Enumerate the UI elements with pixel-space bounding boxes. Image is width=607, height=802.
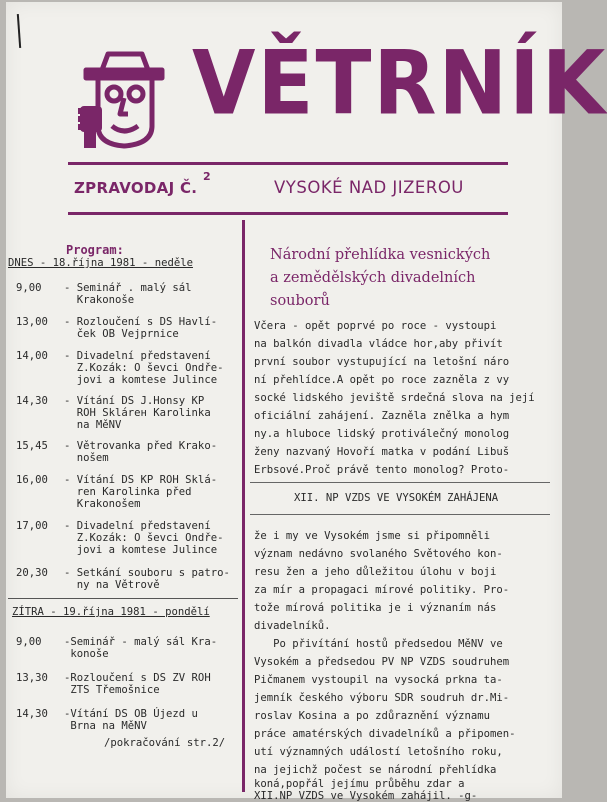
event-time: 15,45 — [16, 440, 48, 452]
body-line: za mír a propagaci mírové politiky. Pro- — [254, 584, 510, 596]
event-line: -Seminář - malý sál Kra- — [64, 636, 218, 648]
body-line: Pičmanem vystoupil na vysocká prkna ta- — [254, 674, 503, 686]
event-time: 17,00 — [16, 520, 48, 532]
article1-headline — [270, 244, 490, 313]
section-rule-top — [250, 482, 550, 483]
event-line: - Divadelní představení — [64, 520, 211, 532]
schedule-item — [6, 474, 244, 516]
schedule-item — [6, 350, 244, 392]
event-line: jovi a komtese Julince — [64, 374, 218, 386]
body-line: ženy nazvaný Hovoří matka v podání Libuš — [254, 446, 510, 458]
body-line: Včera - opět poprvé po roce - vystoupi — [254, 320, 497, 332]
article2-headline: XII. NP VZDS VE VYSOKÉM ZAHÁJENA — [294, 492, 499, 504]
body-line: první soubor vystupující na letošní náro — [254, 356, 510, 368]
event-time: 13,00 — [16, 316, 48, 328]
event-line: - Setkání souboru s patro- — [64, 567, 230, 579]
masthead-rule-bottom — [68, 212, 508, 215]
schedule-item — [6, 567, 244, 609]
body-line: oficiální zahájení. Zazněla znělka a hym — [254, 410, 510, 422]
body-line: tože mírová politika je i význaním nás — [254, 602, 497, 614]
body-line: ní přehlídce.A opět po roce zazněla z vy — [254, 374, 510, 386]
body-line: význam nedávno svolaného Světového kon- — [254, 548, 503, 560]
day-separator — [8, 598, 238, 599]
body-line: roslav Kosina a po zdůraznění významu — [254, 710, 490, 722]
schedule-item — [6, 520, 244, 562]
body-line: ny.a hluboce lidský protiválečný monolog — [254, 428, 510, 440]
event-time: 14,30 — [16, 708, 48, 720]
day-header-tomorrow: ZÍTRA - 19.října 1981 - pondělí — [12, 606, 210, 618]
place-name: VYSOKÉ NAD JIZEROU — [274, 178, 464, 197]
body-line: Po přivítání hostů předsedou MěNV ve — [254, 638, 503, 650]
event-line: ny na Větrově — [64, 579, 160, 591]
event-time: 14,00 — [16, 350, 48, 362]
event-time: 14,30 — [16, 395, 48, 407]
program-title: Program: — [66, 243, 124, 257]
bulletin-label: ZPRAVODAJ Č. — [74, 179, 198, 197]
body-line: resu žen a jeho důležitou úlohu v boji — [254, 566, 497, 578]
issue-number: 2 — [203, 170, 211, 183]
event-line: Krakonoše — [64, 294, 135, 306]
event-line: na MěNV — [64, 419, 122, 431]
event-line: jovi a komtese Julince — [64, 544, 218, 556]
pen-mark — [17, 14, 21, 48]
event-line: - Vítání DS J.Honsy KP — [64, 395, 205, 407]
day-header-today: DNES - 18.října 1981 - neděle — [8, 257, 193, 269]
body-line: XII.NP VZDS ve Vysokém zahájil. -g- — [254, 790, 478, 802]
event-line: Krakonošem — [64, 498, 141, 510]
event-time: 9,00 — [16, 282, 42, 294]
event-line: - Divadelní představení — [64, 350, 211, 362]
event-time: 16,00 — [16, 474, 48, 486]
body-line: Vysokém a předsedou PV NP VZDS soudruhem — [254, 656, 510, 668]
event-line: Z.Kozák: O ševci Ondře- — [64, 532, 224, 544]
section-rule-bottom — [250, 514, 550, 515]
newsletter-page — [6, 2, 607, 802]
body-line: Erbsové.Proč právě tento monolog? Proto- — [254, 464, 510, 476]
body-line: práce amatérských divadelníků a připomen- — [254, 728, 516, 740]
masthead-title: VĚTRNÍK — [192, 32, 607, 136]
event-line: ROH Sklárен Karolinka — [64, 407, 211, 419]
event-time: 13,30 — [16, 672, 48, 684]
event-line: konoše — [64, 648, 109, 660]
event-line: ček OB Vejprnice — [64, 328, 179, 340]
schedule-item — [6, 395, 244, 437]
headline-line: Národní přehlídka vesnických — [270, 247, 491, 263]
event-line: ren Karolinka před — [64, 486, 192, 498]
event-line: ZTS Třemošnice — [64, 684, 160, 696]
body-line: na jejichž počest se národní přehlídka — [254, 764, 497, 776]
body-line: divadelníků. — [254, 620, 331, 632]
masthead-rule-top — [68, 162, 508, 165]
event-line: Z.Kozák: O ševci Ondře- — [64, 362, 224, 374]
body-line: jemník českého výboru SDR soudruh dr.Mi- — [254, 692, 510, 704]
event-line: nošem — [64, 452, 109, 464]
body-line: koná,popřál jejímu průběhu zdar a — [254, 778, 465, 790]
body-line: utí významných událostí letošního roku, — [254, 746, 503, 758]
event-line: Brna na MěNV — [64, 720, 147, 732]
event-line: - Větrovanka před Krako- — [64, 440, 218, 452]
event-line: -Rozloučení s DS ZV ROH — [64, 672, 211, 684]
headline-line: a zemědělských divadelních — [270, 270, 476, 286]
body-line: socké lidského jeviště srdečná slova na její — [254, 392, 535, 404]
event-line: - Rozloučení s DS Havlí- — [64, 316, 218, 328]
event-line: -Vítání DS OB Újezd u — [64, 708, 198, 720]
body-line: na balkón divadla vládce hor,aby přivít — [254, 338, 503, 350]
continued-note: /pokračování str.2/ — [104, 737, 226, 749]
body-line: že i my ve Vysokém jsme si připomněli — [254, 530, 490, 542]
event-line: - Seminář . malý sál — [64, 282, 192, 294]
event-line: - Vítání DS KP ROH Sklá- — [64, 474, 218, 486]
man-with-hat-logo-icon — [76, 48, 172, 150]
event-time: 20,30 — [16, 567, 48, 579]
event-time: 9,00 — [16, 636, 42, 648]
headline-line: souborů — [270, 293, 330, 309]
